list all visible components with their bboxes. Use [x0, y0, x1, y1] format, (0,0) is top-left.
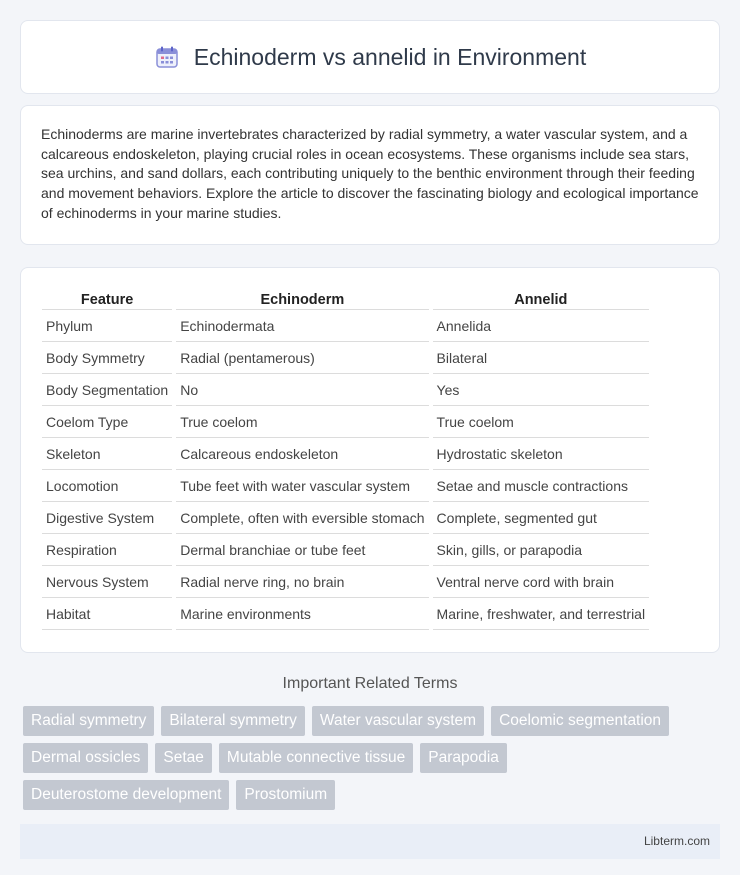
comparison-table	[38, 290, 653, 630]
cell-annelid: Marine, freshwater, and terrestrial	[433, 598, 650, 630]
table-header-row	[42, 290, 649, 310]
cell-feature: Digestive System	[42, 502, 172, 534]
related-terms-list	[20, 706, 720, 810]
cell-echinoderm: Complete, often with eversible stomach	[176, 502, 428, 534]
cell-annelid: Bilateral	[433, 342, 650, 374]
table-row	[42, 374, 649, 406]
cell-annelid: Setae and muscle contractions	[433, 470, 650, 502]
tag-bilateral-symmetry[interactable]: Bilateral symmetry	[161, 706, 304, 736]
table-row	[42, 310, 649, 342]
table-row	[42, 502, 649, 534]
cell-echinoderm: Marine environments	[176, 598, 428, 630]
cell-feature: Locomotion	[42, 470, 172, 502]
page-title: Echinoderm vs annelid in Environment	[193, 43, 587, 70]
intro-card	[20, 105, 720, 245]
tag-deuterostome-development[interactable]: Deuterostome development	[23, 780, 229, 810]
related-terms-title: Important Related Terms	[282, 674, 458, 692]
table-row	[42, 534, 649, 566]
cell-annelid: Skin, gills, or parapodia	[433, 534, 650, 566]
cell-annelid: Complete, segmented gut	[433, 502, 650, 534]
cell-echinoderm: Dermal branchiae or tube feet	[176, 534, 428, 566]
cell-annelid: Annelida	[433, 310, 650, 342]
cell-feature: Nervous System	[42, 566, 172, 598]
calendar-icon	[154, 44, 180, 70]
page-header	[20, 20, 720, 94]
intro-text: Echinoderms are marine invertebrates characterized by radial symmetry, a water vascular system, and a calcareous endoskeleton, playing crucial roles in ocean ecosystems. These organisms include sea stars, sea urchins, and sand dollars, each contributing uniquely to the benthic environment through their feeding and movement behaviors. Explore the article to discover the fascinating biology and ecological importance of echinoderms in your marine studies.	[41, 126, 699, 221]
cell-feature: Coelom Type	[42, 406, 172, 438]
table-row	[42, 406, 649, 438]
header-echinoderm: Echinoderm	[176, 290, 428, 310]
table-row	[42, 598, 649, 630]
tag-coelomic-segmentation[interactable]: Coelomic segmentation	[491, 706, 669, 736]
tag-water-vascular-system[interactable]: Water vascular system	[312, 706, 484, 736]
cell-feature: Body Symmetry	[42, 342, 172, 374]
tag-parapodia[interactable]: Parapodia	[420, 743, 507, 773]
table-row	[42, 438, 649, 470]
cell-feature: Respiration	[42, 534, 172, 566]
footer	[20, 824, 720, 859]
cell-feature: Body Segmentation	[42, 374, 172, 406]
cell-echinoderm: Radial (pentamerous)	[176, 342, 428, 374]
comparison-card	[20, 267, 720, 653]
cell-feature: Phylum	[42, 310, 172, 342]
footer-brand-link[interactable]: Libterm.com	[643, 834, 710, 849]
cell-echinoderm: Calcareous endoskeleton	[176, 438, 428, 470]
cell-echinoderm: True coelom	[176, 406, 428, 438]
cell-echinoderm: Tube feet with water vascular system	[176, 470, 428, 502]
tag-prostomium[interactable]: Prostomium	[236, 780, 335, 810]
header-feature: Feature	[42, 290, 172, 310]
cell-annelid: Ventral nerve cord with brain	[433, 566, 650, 598]
tag-setae[interactable]: Setae	[155, 743, 212, 773]
cell-feature: Skeleton	[42, 438, 172, 470]
cell-feature: Habitat	[42, 598, 172, 630]
tag-radial-symmetry[interactable]: Radial symmetry	[23, 706, 154, 736]
table-row	[42, 470, 649, 502]
cell-annelid: Hydrostatic skeleton	[433, 438, 650, 470]
cell-echinoderm: Radial nerve ring, no brain	[176, 566, 428, 598]
cell-annelid: True coelom	[433, 406, 650, 438]
header-annelid: Annelid	[433, 290, 650, 310]
cell-echinoderm: No	[176, 374, 428, 406]
cell-echinoderm: Echinodermata	[176, 310, 428, 342]
table-row	[42, 342, 649, 374]
tag-dermal-ossicles[interactable]: Dermal ossicles	[23, 743, 148, 773]
table-row	[42, 566, 649, 598]
tag-mutable-connective-tissue[interactable]: Mutable connective tissue	[219, 743, 413, 773]
cell-annelid: Yes	[433, 374, 650, 406]
